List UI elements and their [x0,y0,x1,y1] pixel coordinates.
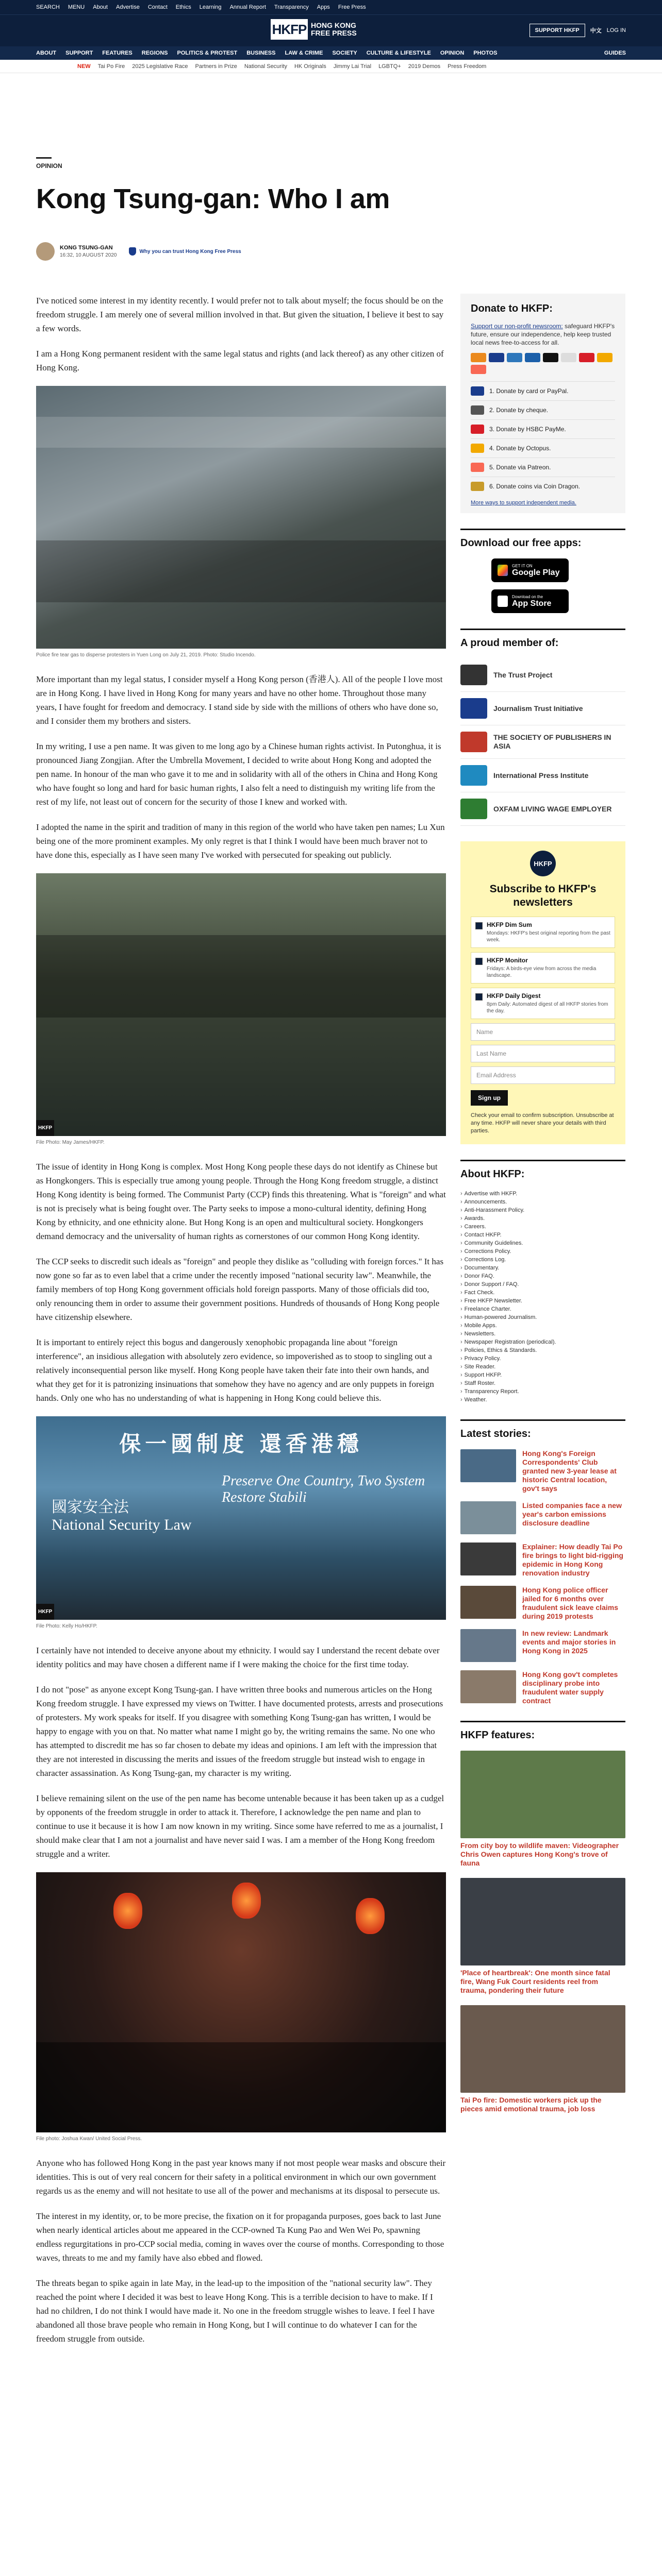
donate-option-label: 3. Donate by HSBC PayMe. [489,426,566,433]
octopus-icon [597,353,613,362]
google-play-button[interactable] [491,558,569,582]
google-play-small-text: GET IT ON [512,563,533,568]
latest-story[interactable] [460,1586,625,1621]
feature-image[interactable] [460,2005,625,2093]
about-link[interactable]: › Mobile Apps. [460,1321,625,1330]
newsletter-option-title: HKFP Daily Digest [487,992,541,999]
topbar-link-transparency[interactable]: Transparency [274,4,309,10]
nav-item-guides[interactable]: GUIDES [604,50,626,56]
newsletter-option-desc: Mondays: HKFP's best original reporting from the past week. [487,930,610,943]
author-avatar [36,242,55,261]
email-field[interactable]: Email Address [471,1066,615,1084]
newsletter-logo: HKFP [530,851,556,876]
latest-stories [460,1449,625,1705]
trending-link[interactable]: Jimmy Lai Trial [333,63,372,70]
member-logo-icon [460,665,487,685]
about-link[interactable]: › Donor FAQ. [460,1272,625,1280]
photo-caption: File Photo: Kelly Ho/HKFP. [36,1623,97,1629]
main-nav [0,46,662,60]
trending-link[interactable]: 2025 Legislative Race [132,63,188,70]
trending-link[interactable]: HK Originals [294,63,326,70]
donate-option[interactable] [471,477,615,496]
topbar-link-search[interactable]: SEARCH [36,4,60,10]
article-body [36,294,446,2357]
about-link[interactable]: › Documentary. [460,1264,625,1272]
topbar-link-apps[interactable]: Apps [317,4,330,10]
about-link[interactable]: › Newsletters. [460,1330,625,1338]
member-logo-oxfam-living-wage-employer[interactable] [460,792,625,826]
feature-image[interactable] [460,1878,625,1965]
story-thumbnail [460,1670,516,1703]
about-link[interactable]: › Staff Roster. [460,1379,625,1387]
photo-caption: Police fire tear gas to disperse protesters in Yuen Long on July 21, 2019. Photo: Studio Incendo. [36,652,256,658]
story-thumbnail [460,1449,516,1482]
payme-icon [579,353,594,362]
donate-option-label: 6. Donate coins via Coin Dragon. [489,483,581,490]
member-logo-icon [460,799,487,819]
donate-title: Donate to HKFP: [471,303,553,314]
newsletter-options [471,917,615,1019]
app-store-button[interactable] [491,589,569,613]
donate-option[interactable] [471,400,615,419]
article-photo-nsl-banner [36,1416,446,1620]
donate-box [460,294,625,513]
nav-item-society[interactable]: SOCIETY [332,50,357,56]
article-title: Kong Tsung-gan: Who I am [36,183,390,214]
banner-english-text: Preserve One Country, Two System Restore Stabili [222,1473,425,1505]
donate-method-icon [471,444,484,453]
member-logo-icon [460,698,487,719]
topbar-link-advertise[interactable]: Advertise [115,4,140,10]
story-thumbnail [460,1543,516,1575]
about-link[interactable]: › Site Reader. [460,1363,625,1371]
banner-chinese-text: 保一國制度 還香港穩 [119,1431,363,1456]
login-link[interactable]: LOG IN [606,27,626,33]
trending-link[interactable]: 2019 Demos [408,63,441,70]
hkfp-watermark: HKFP [36,1604,54,1620]
story-thumbnail [460,1501,516,1534]
about-links [460,1190,625,1404]
members-title: A proud member of: [460,629,625,649]
google-pay-icon [561,353,576,362]
latest-story[interactable] [460,1543,625,1578]
shield-icon [129,247,136,256]
paragraph: In my writing, I use a pen name. It was given to me long ago by a Chinese human rights activist. In Putonghua, it is pronounced Jiang Zongjian. After the Umbrella Movement, I decided to write about Hong Kong and adopted the pen name. In honour of the man who gave it to me and in solidarity with all of the others in China and Hong Kong who have fought so long and hard for basic human rights, I also felt a need to distinguish my writing life from the rest of my life, not least out of concern for the security of those I knew and worked with. [36,741,441,807]
latest-story[interactable] [460,1501,625,1534]
trending-link[interactable]: Press Freedom [448,63,487,70]
topbar-link-menu[interactable]: MENU [68,4,85,10]
nav-item-law-crime[interactable]: LAW & CRIME [285,50,323,56]
member-logo-international-press-institute[interactable] [460,759,625,792]
nav-item-regions[interactable]: REGIONS [141,50,168,56]
member-name: OXFAM LIVING WAGE EMPLOYER [493,804,612,813]
logo-text: HONG KONG FREE PRESS [311,21,357,37]
about-link[interactable]: › Advertise with HKFP. [460,1190,625,1198]
support-hkfp-button[interactable]: SUPPORT HKFP [529,24,585,37]
story-title: Explainer: How deadly Tai Po fire brings to light bid-rigging epidemic in Hong Kong renovation industry [522,1543,623,1577]
article-photo-police [36,873,446,1136]
donate-option[interactable] [471,419,615,438]
donate-intro [471,322,615,347]
story-thumbnail [460,1586,516,1619]
checkbox[interactable] [475,958,483,965]
topbar-link-ethics[interactable]: Ethics [175,4,191,10]
paragraph: Anyone who has followed Hong Kong in the past year knows many if not most people wear masks and obscure their identities. This is out of very real concern for their safety in a political environment in which our own government regards us as the enemy and will not hesitate to use all of the power and mechanisms at its disposal to persecute us. [36,2158,446,2196]
trust-label: Why you can trust Hong Kong Free Press [139,248,241,255]
author-name[interactable]: KONG TSUNG-GAN [60,245,113,251]
story-title: Hong Kong police officer jailed for 6 months over fraudulent sick leave claims during 2019 protests [522,1586,618,1620]
donate-intro-link[interactable]: Support our non-profit newsroom: [471,323,563,330]
paragraph: I adopted the name in the spirit and tradition of many in this region of the world who have taken pen names; Lu Xun being one of the more prominent examples. My only regret is that I think I would have been much braver not to have done this, especially as I have seen many I've worked with persecuted for speaking out publicly. [36,822,445,860]
site-header [0,14,662,46]
trending-link[interactable]: Tai Po Fire [97,63,125,70]
about-link[interactable]: › Freelance Charter. [460,1305,625,1313]
trending-link[interactable]: LGBTQ+ [378,63,401,70]
top-utility-links [36,4,366,10]
member-name: International Press Institute [493,771,589,779]
checkbox[interactable] [475,993,483,1001]
feature-title[interactable]: Tai Po fire: Domestic workers pick up the pieces amid emotional trauma, job loss [460,2096,602,2113]
donate-method-icon [471,482,484,491]
patreon-icon [471,365,486,374]
feature-stories [460,1751,625,2113]
topbar-link-annual-report[interactable]: Annual Report [229,4,266,10]
about-link[interactable]: › Support HKFP. [460,1371,625,1379]
newsletter-note: Check your email to confirm subscription. Unsubscribe at any time. HKFP will never share your details with third parties. [471,1112,614,1134]
paragraph: I am a Hong Kong permanent resident with the same legal status and rights (and lack thereof) as any other citizen of Hong Kong. [36,349,444,372]
paragraph: The issue of identity in Hong Kong is complex. Most Hong Kong people these days do not identify as Chinese but as Hongkongers. This is especially true among young people. Through the Hong Kong freedom struggle, a distinct Hong Kong identity is being formed. The Communist Party (CCP) finds this threatening. What is "foreign" and what is not is precisely what is being fought over. The Party seeks to impose a mono-cultural identity, defining Hong Kong by ethnicity, and one ethnicity alone. But Hong Kong is an open and multicultural society. Hongkongers demand democracy and the universality of human rights as cornerstones of our common Hong Kong identity. [36,1162,446,1241]
trending-link[interactable]: Partners in Prize [195,63,237,70]
apps-title: Download our free apps: [460,529,625,549]
sidebar [460,294,625,2124]
nav-item-about[interactable]: ABOUT [36,50,57,56]
about-link[interactable]: › Transparency Report. [460,1387,625,1396]
about-link[interactable]: › Awards. [460,1214,625,1223]
about-link[interactable]: › Policies, Ethics & Standards. [460,1346,625,1354]
member-logo-the-society-of-publishers-in-asia[interactable] [460,725,625,759]
paragraph: The interest in my identity, or, to be more precise, the fixation on it for propaganda purposes, goes back to last June when nearly identical articles about me appeared in the CCP-owned Ta Kung Pao and Wen Wei Po, spawning endless regurgitations in pro-CCP social media, coming in waves over the course of months. Corresponding to those waves, threats to me and my family have also ebbed and flowed. [36,2211,444,2263]
about-link[interactable]: › Donor Support / FAQ. [460,1280,625,1289]
google-play-label: Google Play [512,568,560,577]
apple-pay-icon [543,353,558,362]
topbar-link-learning[interactable]: Learning [199,4,222,10]
article-photo-lanterns [36,1872,446,2132]
about-link[interactable]: › Corrections Log. [460,1256,625,1264]
donate-method-icon [471,405,484,415]
newsletter-option[interactable] [471,917,615,948]
paragraph: The threats began to spike again in late May, in the lead-up to the imposition of the "national security law". They reached the point where I decided it was best to leave Hong Kong. This is a terrible decision to have to make. If I had no children, I do not think I would have made it. No one in the freedom struggle wishes to leave. I feel I have abandoned all those brave people who remain in Hong Kong, but I will continue to do whatever I can for the freedom struggle from outside. [36,2278,435,2344]
newsletter-option-text [487,921,610,943]
story-title: Hong Kong's Foreign Correspondents' Club granted new 3-year lease at historic Central location, gov't says [522,1449,617,1493]
about-link[interactable]: › Weather. [460,1396,625,1404]
story-title: Listed companies face a new year's carbon emissions disclosure deadline [522,1501,622,1527]
trending-links [98,63,487,70]
header-actions [529,24,626,37]
nav-item-opinion[interactable]: OPINION [440,50,465,56]
nav-item-features[interactable]: FEATURES [102,50,133,56]
about-title: About HKFP: [460,1160,625,1180]
newsletter-option-desc: 8pm Daily: Automated digest of all HKFP stories from the day. [487,1002,608,1014]
member-name: The Trust Project [493,670,553,679]
donate-method-icon [471,386,484,396]
topbar-link-free-press[interactable]: Free Press [338,4,366,10]
about-link[interactable]: › Community Guidelines. [460,1239,625,1247]
nav-item-business[interactable]: BUSINESS [246,50,276,56]
about-link[interactable]: › Corrections Policy. [460,1247,625,1256]
byline [36,242,241,261]
feature-title[interactable]: From city boy to wildlife maven: Videographer Chris Owen captures Hong Kong's trove of fauna [460,1841,619,1867]
app-store-label: App Store [512,599,552,608]
donate-method-icon [471,425,484,434]
latest-story[interactable] [460,1629,625,1662]
google-play-icon [498,565,508,576]
member-logo-icon [460,765,487,786]
top-utility-bar [0,0,662,14]
more-ways-link[interactable]: More ways to support independent media. [471,500,576,506]
photo-caption: File photo: Joshua Kwan/ United Social Press. [36,2136,142,2142]
app-store-small-text: Download on the [512,594,543,599]
mastercard-icon [471,353,486,362]
name-field[interactable]: Name [471,1023,615,1041]
donate-option-label: 2. Donate by cheque. [489,406,549,414]
donate-option[interactable] [471,457,615,477]
about-link[interactable]: › Careers. [460,1223,625,1231]
nav-item-culture-lifestyle[interactable]: CULTURE & LIFESTYLE [366,50,431,56]
paragraph: I certainly have not intended to deceive anyone about my ethnicity. I would say I understand the recent debate over identity politics and may have chosen a different name if I were making the choice for the first time today. [36,1646,440,1669]
signup-button[interactable]: Sign up [471,1090,508,1106]
about-link[interactable]: › Human-powered Journalism. [460,1313,625,1321]
newsletter-option[interactable] [471,988,615,1019]
paragraph: More important than my legal status, I consider myself a Hong Kong person (香港人). All of the people I love most are in Hong Kong. I have lived in Hong Kong for many years and have no other home. Throughout those many years, I have fought for freedom and democracy. I stand side by side with the millions of others who have done so, and I consider them my brothers and sisters. [36,674,443,726]
member-name: THE SOCIETY OF PUBLISHERS IN ASIA [493,733,611,750]
donate-option-label: 5. Donate via Patreon. [489,464,551,471]
feature-title[interactable]: 'Place of heartbreak': One month since fatal fire, Wang Fuk Court residents reel from trauma, pondering their future [460,1969,610,1994]
newsletter-box [460,841,625,1144]
paragraph: I believe remaining silent on the use of the pen name has become untenable because it has been taken up as a cudgel by opponents of the freedom struggle in order to attack it. Therefore, I acknowledge the pen name and plan to continue to use it because it is how I am now known in my writing. Since some have referred to me as a journalist, I should make clear that I am not a journalist and have never said I was. I am a member of the Hong Kong freedom struggle and a writer. [36,1793,444,1859]
payment-icons [471,353,615,374]
newsletter-option-desc: Fridays: A birds-eye view from across the media landscape. [487,966,597,978]
new-label: NEW [77,63,91,70]
banner-nsl-text: 國家安全法 National Security Law [52,1499,192,1533]
story-thumbnail [460,1629,516,1662]
feature-image[interactable] [460,1751,625,1838]
donate-method-icon [471,463,484,472]
trending-bar [0,60,662,73]
member-name: Journalism Trust Initiative [493,704,583,713]
section-label: OPINION [36,162,62,170]
member-logo-the-trust-project[interactable] [460,658,625,692]
topbar-link-about[interactable]: About [93,4,108,10]
story-title: In new review: Landmark events and major stories in Hong Kong in 2025 [522,1629,616,1655]
paragraph: The CCP seeks to discredit such ideals as "foreign" and people they dislike as "colluding with foreign forces." It has now gone so far as to even label that a crime under the recently imposed "national security law". Meanwhile, the family members of top Hong Kong government officials hold foreign passports. Many of those officials did too, only renouncing them in order to assume their government positions. Hundreds of thousands of Hong Kong people have citizenship elsewhere. [36,1257,444,1322]
checkbox[interactable] [475,922,483,929]
nav-item-support[interactable]: SUPPORT [65,50,93,56]
visa-icon [489,353,504,362]
publish-date: 16:32, 10 AUGUST 2020 [60,252,117,258]
donate-intro-text: safeguard HKFP's future, ensure our independence, help keep trusted local news free-to-access for all. [471,323,615,346]
about-link[interactable]: › Newspaper Registration (periodical). [460,1338,625,1346]
member-list [460,658,625,826]
about-link[interactable]: › Anti-Harassment Policy. [460,1206,625,1214]
paragraph: I do not "pose" as anyone except Kong Tsung-gan. I have written three books and numerous articles on the Hong Kong freedom struggle. I have expressed my views on Twitter. I have documented protests, arrests and prosecutions of protesters. My work speaks for itself. If you disagree with something Kong Tsung-gan has written, I would be happy to engage with you on that. No matter what name I might go by, the writing remains the same. No one who has attempted to discredit me has so far chosen to debate my ideas and opinions. I am left with the impression that they are not interested in discussing the merits and issues of the freedom struggle but instead wish to engage in character assassination. As Kong Tsung-gan, my character is my writing. [36,1685,443,1778]
paypal-icon [525,353,540,362]
newsletter-option-text [487,957,610,979]
photo-caption: File Photo: May James/HKFP. [36,1140,105,1145]
latest-story[interactable] [460,1449,625,1493]
about-link[interactable]: › Free HKFP Newsletter. [460,1297,625,1305]
newsletter-option[interactable] [471,952,615,984]
nav-item-politics-protest[interactable]: POLITICS & PROTEST [177,50,238,56]
about-link[interactable]: › Contact HKFP. [460,1231,625,1239]
chinese-language-link[interactable]: 中文 [590,28,602,34]
about-link[interactable]: › Fact Check. [460,1289,625,1297]
features-title: HKFP features: [460,1721,625,1741]
nav-item-photos[interactable]: PHOTOS [473,50,498,56]
paragraph: It is important to entirely reject this bogus and dangerously xenophobic propaganda line about "foreign interference", an insidious allegation with absolutely zero evidence, so impoverished as to stoop to singling out a relatively inconsequential person like myself. Hong Kong people have taken their fate into their own hands, and what they get for it is patronizing insinuations that somehow they have no agency and are only puppets in foreign hands. Only one who has no understanding of what is happening in Hong Kong could believe this. [36,1337,434,1403]
paragraph: I've noticed some interest in my identity recently. I would prefer not to talk about myself; the focus should be on the freedom struggle. I am merely one of several million involved in that. But given the situation, I believe it best to say a few words. [36,296,444,333]
latest-story[interactable] [460,1670,625,1705]
trending-link[interactable]: National Security [244,63,287,70]
trust-link[interactable] [129,247,241,256]
last-name-field[interactable]: Last Name [471,1045,615,1062]
site-logo[interactable] [271,19,357,40]
hkfp-watermark: HKFP [36,1120,54,1136]
about-link[interactable]: › Privacy Policy. [460,1354,625,1363]
member-logo-icon [460,732,487,752]
newsletter-option-title: HKFP Dim Sum [487,921,532,928]
donate-option-label: 1. Donate by card or PayPal. [489,387,569,395]
story-title: Hong Kong gov't completes disciplinary probe into fraudulent water supply contract [522,1670,618,1705]
section-rule [36,157,52,159]
topbar-link-contact[interactable]: Contact [147,4,168,10]
donate-options [471,381,615,496]
donate-option[interactable] [471,381,615,400]
donate-option-label: 4. Donate by Octopus. [489,445,551,452]
latest-title: Latest stories: [460,1419,625,1440]
about-link[interactable]: › Announcements. [460,1198,625,1206]
apple-icon [498,596,508,607]
newsletter-option-text [487,992,610,1014]
donate-option[interactable] [471,438,615,457]
logo-mark: HKFP [271,19,308,40]
member-logo-journalism-trust-initiative[interactable] [460,692,625,725]
article-photo-tear-gas [36,386,446,649]
newsletter-title: Subscribe to HKFP's newsletters [489,883,597,908]
amex-icon [507,353,522,362]
newsletter-option-title: HKFP Monitor [487,957,528,964]
